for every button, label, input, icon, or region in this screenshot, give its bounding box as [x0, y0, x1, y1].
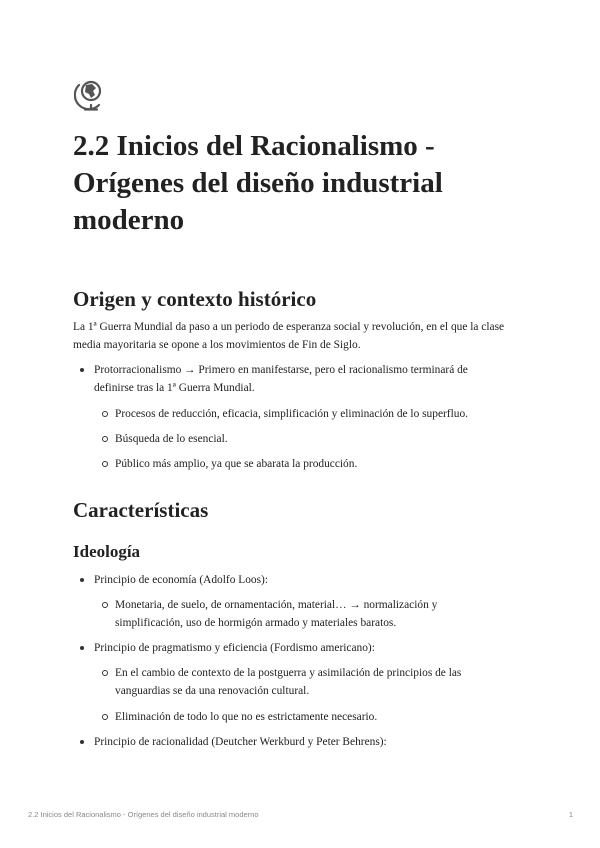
footer-title: 2.2 Inicios del Racionalismo - Orígenes del diseño industrial moderno — [28, 810, 259, 819]
list-item: Principio de pragmatismo y eficiencia (Fordismo americano): — [94, 639, 494, 657]
list-item: Protorracionalismo → Primero en manifestarse, pero el racionalismo terminará de definirse tras la 1ª Guerra Mundial. — [94, 361, 494, 397]
list-item: Búsqueda de lo esencial. — [115, 430, 495, 448]
list-item: Principio de economía (Adolfo Loos): — [94, 571, 494, 589]
page-number: 1 — [568, 810, 573, 819]
globe-icon — [74, 76, 108, 112]
page-footer — [28, 810, 573, 819]
page-title: 2.2 Inicios del Racionalismo - Orígenes del diseño industrial moderno — [73, 130, 443, 236]
list-item: Eliminación de todo lo que no es estrictamente necesario. — [115, 708, 495, 726]
list-item: En el cambio de contexto de la postguerra y asimilación de principios de las vanguardias se da una renovación cultural. — [115, 664, 495, 700]
section-heading-caracteristicas: Características — [73, 498, 209, 522]
list-item: Monetaria, de suelo, de ornamentación, material… → normalización y simplificación, uso de hormigón armado y materiales baratos. — [115, 596, 495, 632]
intro-paragraph: La 1ª Guerra Mundial da paso a un periodo de esperanza social y revolución, en el que la clase media mayoritaria se opone a los movimientos de Fin de Siglo. — [73, 321, 505, 351]
list-item: Principio de racionalidad (Deutcher Werkburd y Peter Behrens): — [94, 733, 494, 751]
list-item: Procesos de reducción, eficacia, simplificación y eliminación de lo superfluo. — [115, 405, 495, 423]
subheading-ideologia: Ideología — [73, 542, 141, 561]
section-heading-origen: Origen y contexto histórico — [73, 287, 317, 311]
list-item: Público más amplio, ya que se abarata la producción. — [115, 455, 495, 473]
